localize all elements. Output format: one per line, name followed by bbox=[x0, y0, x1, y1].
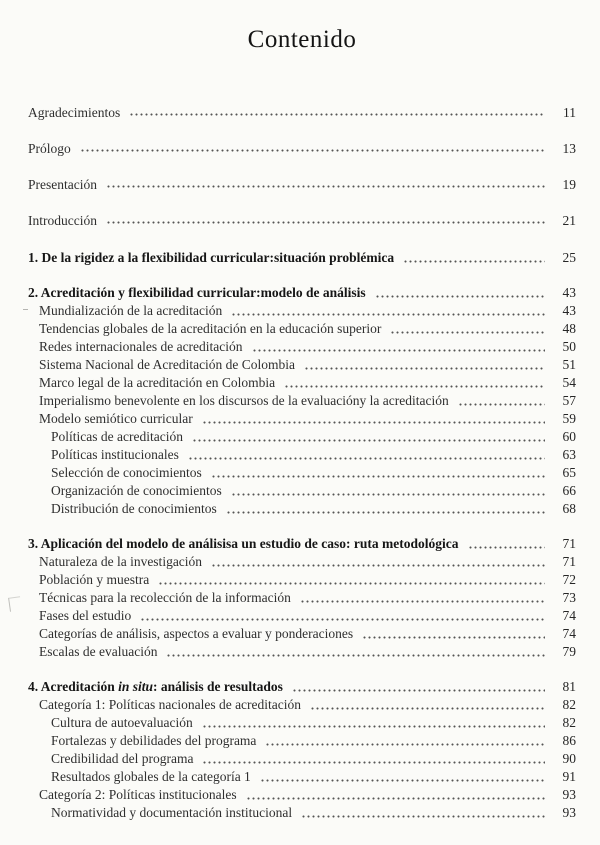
page-number: 54 bbox=[562, 375, 576, 390]
label-segment: Prólogo bbox=[28, 141, 71, 156]
toc-entry-label bbox=[39, 338, 243, 356]
page-number: 66 bbox=[562, 483, 576, 498]
toc-front-matter bbox=[28, 105, 576, 228]
page-number: 71 bbox=[562, 536, 576, 551]
toc-entry-label bbox=[39, 607, 131, 625]
toc-front-matter-entry bbox=[28, 105, 576, 120]
label-segment: Cultura de autoevaluación bbox=[51, 715, 193, 730]
page-number: 93 bbox=[562, 805, 576, 820]
dot-leader bbox=[375, 294, 545, 299]
dot-leader bbox=[403, 259, 545, 264]
label-segment: Distribución de conocimientos bbox=[51, 501, 217, 516]
toc-entry bbox=[28, 553, 576, 571]
dot-leader bbox=[284, 384, 545, 389]
toc-entry bbox=[28, 768, 576, 786]
dot-leader bbox=[246, 796, 545, 801]
toc-entry bbox=[28, 732, 576, 750]
toc-entry bbox=[28, 428, 576, 446]
toc-entry-label bbox=[39, 356, 295, 374]
toc-entry bbox=[28, 643, 576, 661]
dot-leader bbox=[458, 402, 545, 407]
dot-leader bbox=[231, 312, 545, 317]
dot-leader bbox=[301, 814, 545, 819]
toc-entry bbox=[28, 625, 576, 643]
toc-chapter bbox=[28, 678, 576, 822]
page-number: 73 bbox=[562, 590, 576, 605]
label-segment: Técnicas para la recolección de la información bbox=[39, 590, 291, 605]
dot-leader bbox=[80, 148, 545, 153]
dot-leader bbox=[292, 688, 545, 693]
dot-leader bbox=[304, 366, 545, 371]
page-number: 90 bbox=[562, 751, 576, 766]
toc-entry bbox=[28, 500, 576, 518]
toc-front-matter-entry bbox=[28, 141, 576, 156]
page-number: 48 bbox=[562, 321, 576, 336]
label-segment: Fortalezas y debilidades del programa bbox=[51, 733, 257, 748]
toc-entry bbox=[28, 410, 576, 428]
toc-entry-label bbox=[28, 284, 366, 302]
label-segment: Imperialismo benevolente en los discursos de la evaluacióny la acreditación bbox=[39, 393, 449, 408]
scan-artifact bbox=[23, 309, 28, 310]
toc-chapters bbox=[28, 249, 576, 822]
page-number: 13 bbox=[562, 141, 576, 156]
scan-artifact bbox=[8, 596, 22, 612]
toc-entry bbox=[28, 320, 576, 338]
toc-entry bbox=[28, 589, 576, 607]
toc-entry-label bbox=[28, 535, 459, 553]
label-segment: Categorías de análisis, aspectos a evaluar y ponderaciones bbox=[39, 626, 354, 641]
page-number: 82 bbox=[562, 715, 576, 730]
toc-front-matter-entry bbox=[28, 177, 576, 192]
dot-leader bbox=[106, 184, 545, 189]
toc-entry-label bbox=[39, 786, 237, 804]
dot-leader bbox=[231, 492, 545, 497]
label-segment: Resultados globales de la categoría 1 bbox=[51, 769, 251, 784]
page-number: 51 bbox=[562, 357, 576, 372]
page-number: 59 bbox=[562, 411, 576, 426]
label-segment: Políticas institucionales bbox=[51, 447, 179, 462]
toc-entry-label bbox=[39, 320, 381, 338]
toc-entry-label bbox=[28, 105, 120, 120]
label-segment: 4. Acreditación bbox=[28, 679, 119, 694]
toc-entry-label bbox=[39, 643, 157, 661]
toc-entry bbox=[28, 750, 576, 768]
toc-entry-label bbox=[28, 678, 283, 696]
page-number: 91 bbox=[562, 769, 576, 784]
label-segment: Mundialización de la acreditación bbox=[39, 303, 223, 318]
page-number: 71 bbox=[562, 554, 576, 569]
label-segment: : análisis de resultados bbox=[153, 679, 283, 694]
page-number: 63 bbox=[562, 447, 576, 462]
dot-leader bbox=[129, 112, 545, 117]
toc-entry-label bbox=[28, 177, 97, 192]
dot-leader bbox=[310, 706, 545, 711]
toc-entry-label bbox=[51, 768, 251, 786]
dot-leader bbox=[390, 330, 545, 335]
toc-entry-label bbox=[51, 464, 202, 482]
page-number: 43 bbox=[562, 303, 576, 318]
label-segment-italic: in situ bbox=[118, 679, 154, 694]
toc-entry-label bbox=[28, 249, 394, 267]
page-number: 74 bbox=[562, 626, 576, 641]
label-segment: Naturaleza de la investigación bbox=[39, 554, 203, 569]
toc-entry bbox=[28, 714, 576, 732]
toc-entry-label bbox=[51, 500, 217, 518]
page-number: 82 bbox=[562, 697, 576, 712]
page-number: 86 bbox=[562, 733, 576, 748]
label-segment: Población y muestra bbox=[39, 572, 150, 587]
label-segment: Marco legal de la acreditación en Colombia bbox=[39, 375, 276, 390]
dot-leader bbox=[211, 563, 545, 568]
page-number: 68 bbox=[562, 501, 576, 516]
label-segment: Tendencias globales de la acreditación en la educación superior bbox=[39, 321, 382, 336]
dot-leader bbox=[202, 724, 545, 729]
dot-leader bbox=[300, 599, 545, 604]
toc-entry bbox=[28, 374, 576, 392]
page-number: 57 bbox=[562, 393, 576, 408]
toc-front-matter-entry bbox=[28, 213, 576, 228]
toc-entry bbox=[28, 464, 576, 482]
label-segment: Políticas de acreditación bbox=[51, 429, 183, 444]
page-number: 72 bbox=[562, 572, 576, 587]
page-number: 19 bbox=[562, 177, 576, 192]
label-segment: Organización de conocimientos bbox=[51, 483, 222, 498]
dot-leader bbox=[260, 778, 545, 783]
toc-entry bbox=[28, 446, 576, 464]
label-segment: Escalas de evaluación bbox=[39, 644, 158, 659]
toc-entry-label bbox=[39, 696, 301, 714]
label-segment: Fases del estudio bbox=[39, 608, 132, 623]
toc-entry bbox=[28, 607, 576, 625]
label-segment: 1. De la rigidez a la flexibilidad curricular:situación problémica bbox=[28, 250, 395, 265]
page-number: 21 bbox=[562, 213, 576, 228]
dot-leader bbox=[166, 653, 545, 658]
page-number: 74 bbox=[562, 608, 576, 623]
label-segment: Modelo semiótico curricular bbox=[39, 411, 193, 426]
toc-entry-label bbox=[39, 392, 449, 410]
toc-entry-label bbox=[39, 553, 202, 571]
label-segment: Presentación bbox=[28, 177, 97, 192]
dot-leader bbox=[468, 545, 545, 550]
page-number: 50 bbox=[562, 339, 576, 354]
toc-entry-label bbox=[51, 446, 179, 464]
toc-entry bbox=[28, 392, 576, 410]
toc-entry-label bbox=[51, 732, 256, 750]
dot-leader bbox=[265, 742, 545, 747]
label-segment: Categoría 2: Políticas institucionales bbox=[39, 787, 237, 802]
toc-chapter bbox=[28, 284, 576, 518]
toc-entry-label bbox=[51, 804, 292, 822]
toc-entry bbox=[28, 338, 576, 356]
toc-chapter-heading bbox=[28, 284, 576, 302]
toc-entry-label bbox=[51, 428, 183, 446]
label-segment: Agradecimientos bbox=[28, 105, 121, 120]
dot-leader bbox=[226, 510, 545, 515]
page-number: 25 bbox=[562, 250, 576, 265]
page-number: 60 bbox=[562, 429, 576, 444]
label-segment: Categoría 1: Políticas nacionales de acreditación bbox=[39, 697, 302, 712]
page-number: 65 bbox=[562, 465, 576, 480]
label-segment: Sistema Nacional de Acreditación de Colombia bbox=[39, 357, 296, 372]
toc-entry bbox=[28, 786, 576, 804]
toc-entry-label bbox=[39, 589, 291, 607]
page-title: Contenido bbox=[247, 26, 357, 53]
label-segment: 2. Acreditación y flexibilidad curricular:modelo de análisis bbox=[28, 285, 366, 300]
label-segment: Selección de conocimientos bbox=[51, 465, 202, 480]
toc-entry-label bbox=[51, 750, 193, 768]
toc-entry-label bbox=[39, 625, 353, 643]
dot-leader bbox=[202, 760, 545, 765]
toc-chapter-heading bbox=[28, 249, 576, 267]
dot-leader bbox=[211, 474, 545, 479]
dot-leader bbox=[202, 420, 545, 425]
dot-leader bbox=[106, 220, 545, 225]
page-number: 93 bbox=[562, 787, 576, 802]
label-segment: Credibilidad del programa bbox=[51, 751, 194, 766]
toc-entry bbox=[28, 356, 576, 374]
toc-entry-label bbox=[39, 302, 222, 320]
toc-entry bbox=[28, 482, 576, 500]
toc-entry-label bbox=[28, 141, 71, 156]
toc-entry bbox=[28, 696, 576, 714]
toc-chapter-heading bbox=[28, 535, 576, 553]
dot-leader bbox=[252, 348, 545, 353]
label-segment: Normatividad y documentación institucional bbox=[51, 805, 293, 820]
toc-entry-label bbox=[39, 374, 275, 392]
toc-entry-label bbox=[51, 482, 222, 500]
dot-leader bbox=[158, 581, 545, 586]
label-segment: 3. Aplicación del modelo de análisisa un estudio de caso: ruta metodológica bbox=[28, 536, 459, 551]
toc-entry-label bbox=[51, 714, 193, 732]
dot-leader bbox=[192, 438, 545, 443]
toc-entry bbox=[28, 804, 576, 822]
toc-chapter bbox=[28, 535, 576, 661]
page-number: 11 bbox=[563, 105, 576, 120]
toc-entry bbox=[28, 571, 576, 589]
toc-entry-label bbox=[39, 410, 193, 428]
label-segment: Redes internacionales de acreditación bbox=[39, 339, 243, 354]
dot-leader bbox=[140, 617, 545, 622]
dot-leader bbox=[362, 635, 545, 640]
page-number: 43 bbox=[562, 285, 576, 300]
toc-entry bbox=[28, 302, 576, 320]
page-number: 79 bbox=[562, 644, 576, 659]
toc-chapter bbox=[28, 249, 576, 267]
label-segment: Introducción bbox=[28, 213, 97, 228]
page-number: 81 bbox=[562, 679, 576, 694]
toc-chapter-heading bbox=[28, 678, 576, 696]
toc-entry-label bbox=[39, 571, 149, 589]
dot-leader bbox=[188, 456, 545, 461]
toc-entry-label bbox=[28, 213, 97, 228]
